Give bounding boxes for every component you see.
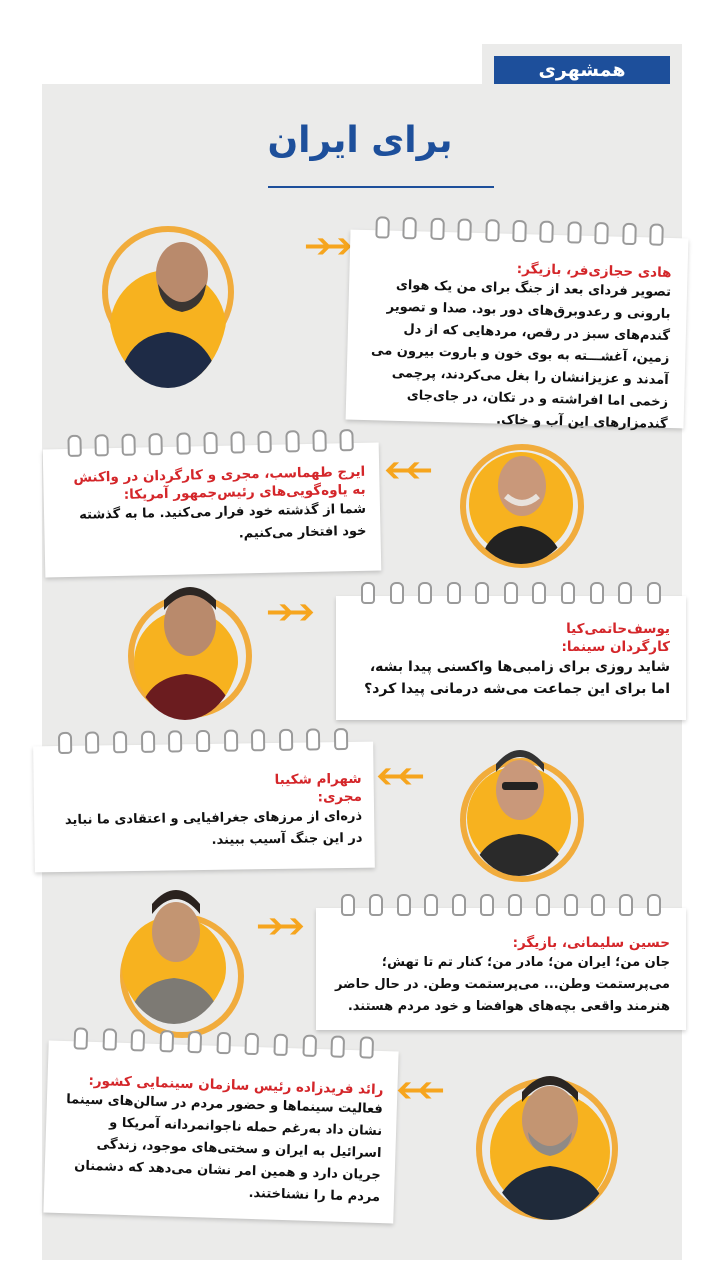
portrait-photo-6 [484,1048,618,1220]
arrow-right-icon: ➔➔ [256,906,297,946]
quote-card-1 [346,230,689,432]
title-underline [268,186,494,188]
portrait-photo-4 [464,736,574,876]
portrait-photo-1 [108,216,228,388]
speaker-name: یوسف‌حاتمی‌کیا کارگردان سینما: [561,621,670,655]
portrait-photo-2 [466,434,576,564]
arrow-right-icon: ➔➔ [304,226,345,266]
speaker-name: شهرام شکیبا مجری: [274,770,362,806]
quote-card-5 [316,908,686,1030]
spiral-binding [33,728,373,755]
spiral-binding [336,582,686,604]
quote-text: تصویر فردای بعد از جنگ برای من یک هوای بارونی و رعدوبرق‌های دور بود. صدا و تصویر گندم‌های سبز در رقص، مردهایی که از دل زمین، آغشـــته به بوی خون و باروت بیرون می آمدند و عزیزانشان را بغل می‌کردند، پرچمی زخمی اما افراشته و در تکان، در جای‌جای گندمزارهای این آب و خاک. [370,277,672,432]
quote-text: ذره‌ای از مرزهای جغرافیایی و اعتقادی ما نباید در این جنگ آسیب ببیند. [64,808,363,848]
arrow-left-icon: ➔➔ [392,450,433,490]
arrow-left-icon: ➔➔ [404,1070,445,1110]
page-title: برای ایران [267,120,453,161]
portrait-photo-5 [118,870,230,1024]
quote-text: فعالیت سینماها و حضور مردم در سالن‌های سینما نشان داد به‌رغم حمله ناجوانمردانه آمریکا و اسرائیل به ایران و سختی‌های موجود، زندگی جریان دارد و همین امر نشان می‌دهد که دشمنان مردم ما را نشناختند. [66,1092,384,1206]
quote-text: جان من؛ ایران من؛ مادر من؛ کنار تم تا تهش؛ می‌پرستمت وطن... می‌پرستمت وطن. در حال حاضر هنرمند واقعی بچه‌های هوافضا و خود مردم هستند. [334,955,670,1014]
quote-text: شما از گذشته خود فرار می‌کنید. ما به گذشته خود افتخار می‌کنیم. [79,501,367,542]
brand-logo: همشهری [494,56,670,84]
speaker-name: ایرج طهماسب، مجری و کارگردان در واکنش به یاوه‌گویی‌های رئیس‌جمهور آمریکا: [73,463,366,503]
quote-card-4 [33,742,375,873]
portrait-photo-3 [130,570,240,720]
arrow-right-icon: ➔➔ [266,592,307,632]
speaker-name: حسین سلیمانی، بازیگر: [512,935,670,951]
quote-card-2 [43,442,382,577]
quote-card-6 [43,1041,398,1224]
quote-card-3 [336,596,686,720]
arrow-left-icon: ➔➔ [384,756,425,796]
speaker-name: رائد فریدزاده رئیس سازمان سینمایی کشور: [88,1072,384,1099]
spiral-binding [316,894,686,916]
quote-text: شاید روزی برای زامبی‌ها واکسنی پیدا بشه، اما برای این جماعت می‌شه درمانی پیدا کرد؟ [364,659,670,697]
speaker-name: هادی حجازی‌فر، بازیگر: [516,260,672,282]
